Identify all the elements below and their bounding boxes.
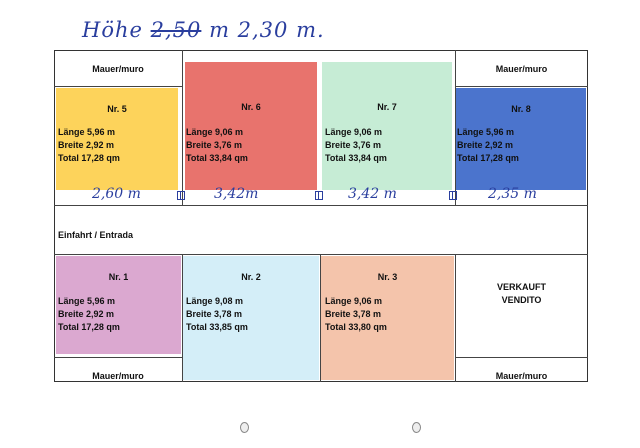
height-suffix: m 2,30 m. xyxy=(209,18,325,42)
column-divider-1-top xyxy=(182,50,183,205)
space-total: Total 33,84 qm xyxy=(186,153,248,163)
parking-space-3 xyxy=(321,256,454,380)
space-length: Länge 5,96 m xyxy=(457,127,515,137)
upper-row-divider xyxy=(54,205,588,206)
pillar-mark-icon xyxy=(315,191,323,200)
space-length: Länge 5,96 m xyxy=(58,296,116,306)
handwritten-width-7: 3,42 m xyxy=(348,186,397,202)
sold-label-de: VERKAUFT xyxy=(497,282,546,292)
space-length: Länge 5,96 m xyxy=(58,127,116,137)
space-total: Total 17,28 qm xyxy=(58,153,120,163)
height-prefix: Höhe xyxy=(82,18,143,42)
wall-label-bottom-left: Mauer/muro xyxy=(92,371,144,381)
space-number: Nr. 1 xyxy=(108,272,129,282)
wall-row-divider-left xyxy=(54,86,182,87)
space-number: Nr. 8 xyxy=(511,104,531,114)
parking-space-1 xyxy=(56,256,181,354)
parking-space-6 xyxy=(185,62,317,190)
parking-space-5 xyxy=(56,88,178,190)
space-width: Breite 2,92 m xyxy=(457,140,514,150)
space-width: Breite 3,78 m xyxy=(186,309,243,319)
column-divider-3-bottom xyxy=(455,254,456,382)
space-number: Nr. 6 xyxy=(241,102,261,112)
space-number: Nr. 2 xyxy=(241,272,261,282)
wall-label-bottom-right: Mauer/muro xyxy=(495,371,548,381)
space-width: Breite 2,92 m xyxy=(58,309,115,319)
pillar-mark-icon xyxy=(449,191,457,200)
space-length: Länge 9,06 m xyxy=(186,127,244,137)
space-length: Länge 9,06 m xyxy=(325,127,383,137)
space-total: Total 17,28 qm xyxy=(457,153,519,163)
space-total: Total 17,28 qm xyxy=(58,322,120,332)
space-number: Nr. 3 xyxy=(377,272,398,282)
punch-hole-icon xyxy=(412,422,421,433)
parking-space-2 xyxy=(183,256,319,380)
parking-space-8 xyxy=(456,88,586,190)
space-width: Breite 2,92 m xyxy=(58,140,115,150)
space-length: Länge 9,08 m xyxy=(186,296,244,306)
entrance-label: Einfahrt / Entrada xyxy=(58,230,134,240)
space-total: Total 33,84 qm xyxy=(325,153,387,163)
space-total: Total 33,80 qm xyxy=(325,322,387,332)
punch-hole-icon xyxy=(240,422,249,433)
parking-space-7 xyxy=(322,62,452,190)
space-total: Total 33,85 qm xyxy=(186,322,248,332)
sold-label-it: VENDITO xyxy=(501,295,542,305)
space-width: Breite 3,78 m xyxy=(325,309,382,319)
space-number: Nr. 5 xyxy=(107,104,127,114)
wall-row-divider-right xyxy=(455,86,588,87)
space-number: Nr. 7 xyxy=(377,102,397,112)
space-width: Breite 3,76 m xyxy=(186,140,243,150)
lower-row-divider xyxy=(54,254,588,255)
handwritten-width-8: 2,35 m xyxy=(488,186,537,202)
wall-label-top-right: Mauer/muro xyxy=(495,64,548,74)
height-struck-value: 2,50 xyxy=(150,18,202,42)
pillar-mark-icon xyxy=(177,191,185,200)
bottom-wall-divider-right xyxy=(455,357,588,358)
handwritten-height-note xyxy=(82,18,325,42)
bottom-wall-divider-left xyxy=(54,357,182,358)
wall-label-top-left: Mauer/muro xyxy=(92,64,144,74)
space-width: Breite 3,76 m xyxy=(325,140,382,150)
space-length: Länge 9,06 m xyxy=(325,296,383,306)
handwritten-width-5: 2,60 m xyxy=(92,186,141,202)
handwritten-width-6: 3,42m xyxy=(214,186,259,202)
